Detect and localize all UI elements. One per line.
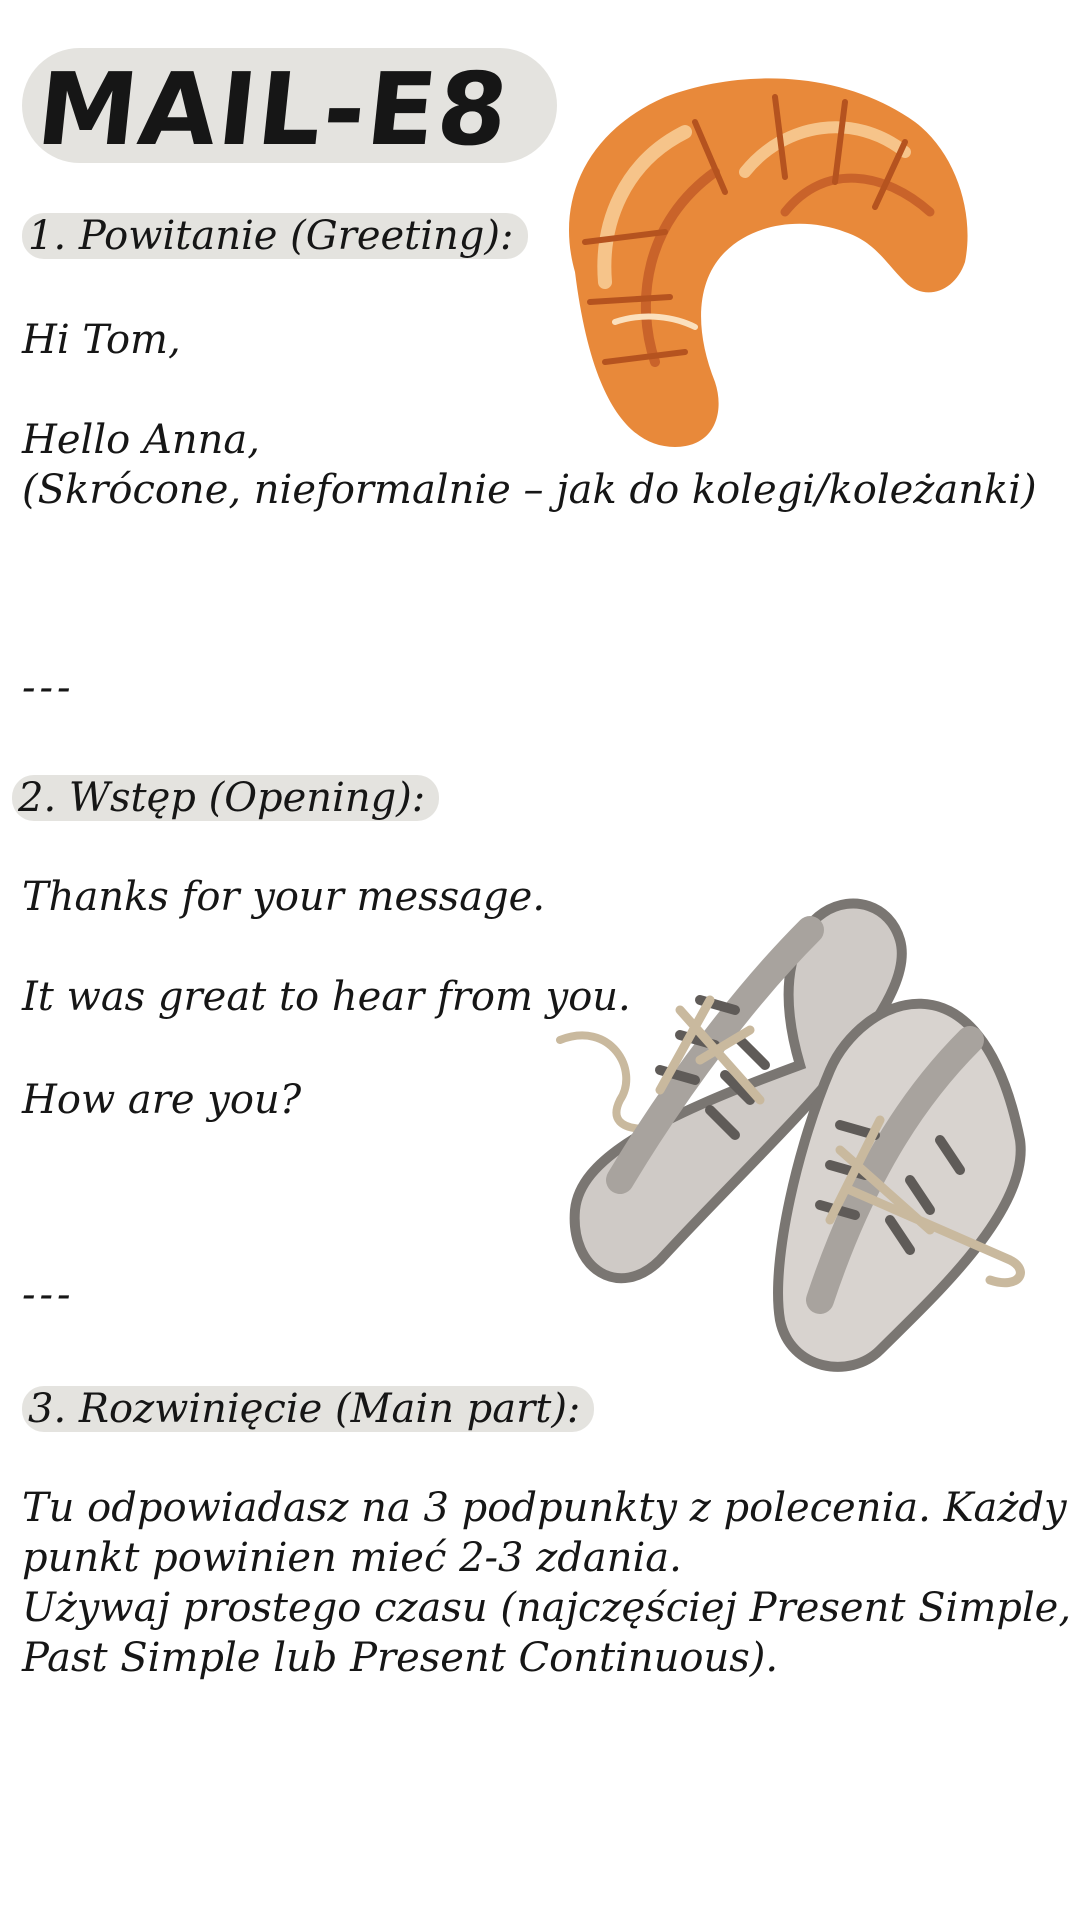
section-1-line-3: (Skrócone, nieformalnie – jak do kolegi/koleżanki) bbox=[22, 467, 1037, 513]
section-2 bbox=[12, 772, 439, 824]
section-3-line-4: Past Simple lub Present Continuous). bbox=[22, 1635, 779, 1681]
sneakers-illustration bbox=[550, 880, 1070, 1380]
section-2-line-3: How are you? bbox=[22, 1077, 302, 1123]
section-1-line-1: Hi Tom, bbox=[22, 317, 181, 363]
section-1-heading: 1. Powitanie (Greeting): bbox=[22, 213, 528, 259]
page-title: MAIL-E8 bbox=[31, 51, 516, 168]
section-3-line-3: Używaj prostego czasu (najczęściej Present Simple, bbox=[22, 1585, 1072, 1631]
section-3-line-1: Tu odpowiadasz na 3 podpunkty z polecenia. Każdy bbox=[22, 1485, 1067, 1531]
section-1-line-2: Hello Anna, bbox=[22, 417, 260, 463]
section-3-heading: 3. Rozwinięcie (Main part): bbox=[22, 1386, 594, 1432]
separator-1: --- bbox=[22, 665, 75, 711]
section-3 bbox=[22, 1383, 594, 1435]
section-1 bbox=[22, 210, 528, 262]
section-2-line-1: Thanks for your message. bbox=[22, 874, 546, 920]
section-2-line-2: It was great to hear from you. bbox=[22, 974, 631, 1020]
section-3-line-2: punkt powinien mieć 2-3 zdania. bbox=[22, 1535, 682, 1581]
croissant-illustration bbox=[545, 62, 985, 454]
section-2-heading: 2. Wstęp (Opening): bbox=[12, 775, 439, 821]
separator-2: --- bbox=[22, 1272, 75, 1318]
